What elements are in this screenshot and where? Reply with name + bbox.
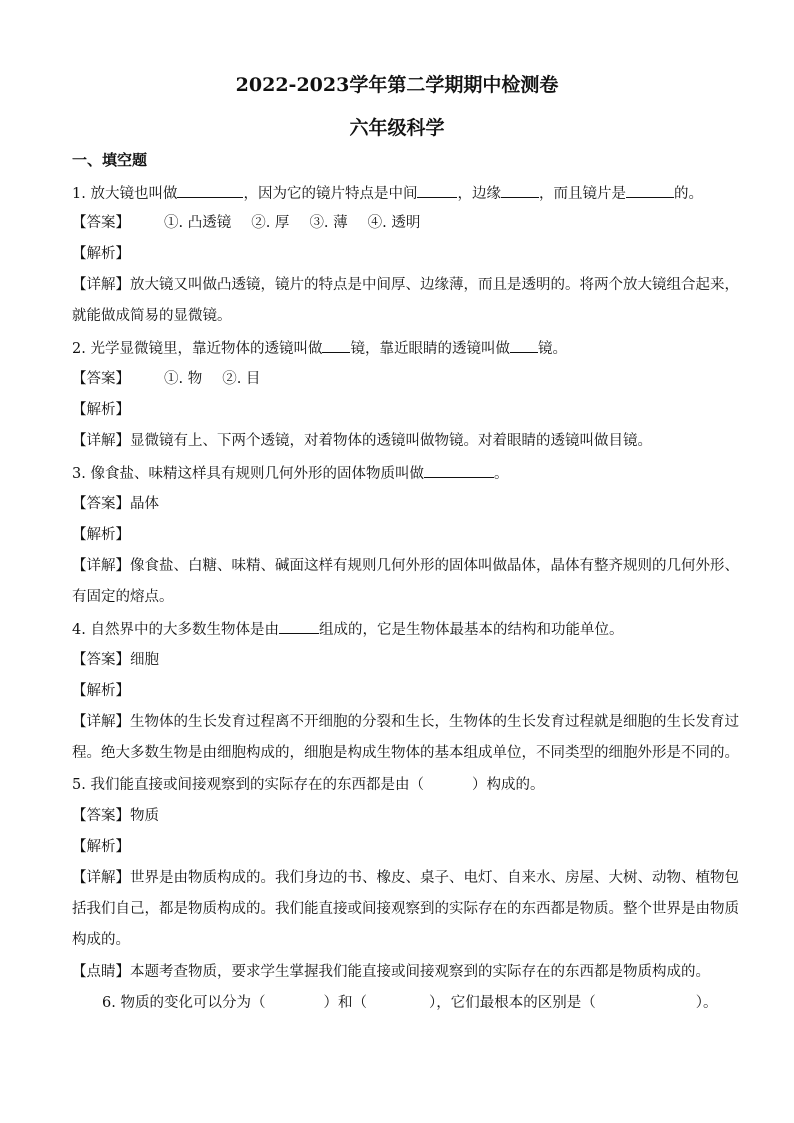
answer-blank[interactable]: [322, 338, 350, 353]
answer-item: ①. 物: [164, 371, 203, 387]
answer-blank[interactable]: [510, 338, 538, 353]
answer-row: 【答案】晶体: [72, 496, 159, 512]
question-4: 4. 自然界中的大多数生物体是由 组成的，它是生物体最基本的结构和功能单位。: [72, 619, 722, 640]
answer-blank[interactable]: [279, 619, 319, 634]
answer-item: ①. 凸透镜: [164, 215, 232, 231]
answer-item: 晶体: [130, 496, 159, 512]
answer-item: ②. 目: [222, 371, 261, 387]
answer-tag: 【答案】: [72, 215, 130, 231]
answer-item: ③. 薄: [309, 215, 348, 231]
answer-blank[interactable]: [424, 463, 494, 478]
analysis-tag: 【解析】: [72, 683, 130, 699]
detail-text: 构成的。: [72, 932, 130, 948]
exam-subtitle: 六年级科学: [349, 117, 445, 139]
detail-text: 【详解】显微镜有上、下两个透镜，对着物体的透镜叫做物镜。对着眼睛的透镜叫做目镜。: [72, 433, 652, 449]
analysis-tag: 【解析】: [72, 839, 130, 855]
answer-item: ②. 厚: [251, 215, 290, 231]
detail-text: 【详解】放大镜又叫做凸透镜，镜片的特点是中间厚、边缘薄，而且是透明的。将两个放大镜组合起来，: [72, 277, 739, 293]
question-1: 1. 放大镜也叫做 ，因为它的镜片特点是中间 ，边缘 ，而且镜片是 的。: [72, 183, 722, 204]
answer-item: ④. 透明: [367, 215, 421, 231]
answer-row: 【答案】细胞: [72, 652, 159, 668]
answer-row: [72, 213, 722, 233]
answer-blank[interactable]: [626, 183, 674, 198]
exam-title: 2022-2023学年第二学期期中检测卷: [235, 74, 559, 96]
answer-blank[interactable]: [177, 183, 243, 198]
comment-text: 【点睛】本题考查物质，要求学生掌握我们能直接或间接观察到的实际存在的东西都是物质构成的。: [72, 964, 710, 980]
question-3: 3. 像食盐、味精这样具有规则几何外形的固体物质叫做 。: [72, 463, 722, 484]
detail-text: 【详解】世界是由物质构成的。我们身边的书、橡皮、桌子、电灯、自来水、房屋、大树、动物、植物包: [72, 870, 739, 886]
answer-row: 【答案】 ①. 物 ②. 目: [72, 371, 261, 387]
section-heading: 一、填空题: [72, 151, 148, 169]
answer-row: 【答案】物质: [72, 808, 159, 824]
answer-blank[interactable]: [417, 183, 457, 198]
detail-text: 程。绝大多数生物是由细胞构成的，细胞是构成生物体的基本组成单位，不同类型的细胞外形是不同的。: [72, 745, 739, 761]
answer-item: 细胞: [130, 652, 159, 668]
analysis-tag: 【解析】: [72, 402, 130, 418]
analysis-tag: 【解析】: [72, 246, 130, 262]
question-6: 6. 物质的变化可以分为（ ）和（ ），它们最根本的区别是（ ）。: [102, 995, 718, 1011]
detail-text: 就能做成简易的显微镜。: [72, 308, 232, 324]
detail-text: 有固定的熔点。: [72, 589, 174, 605]
answer-blank[interactable]: [501, 183, 539, 198]
detail-text: 括我们自己，都是物质构成的。我们能直接或间接观察到的实际存在的东西都是物质。整个世界是由物质: [72, 901, 739, 917]
answer-item: 物质: [130, 808, 159, 824]
detail-text: 【详解】像食盐、白糖、味精、碱面这样有规则几何外形的固体叫做晶体，晶体有整齐规则的几何外形、: [72, 558, 739, 574]
question-5: 5. 我们能直接或间接观察到的实际存在的东西都是由（ ）构成的。: [72, 777, 545, 793]
analysis-tag: 【解析】: [72, 527, 130, 543]
question-2: 2. 光学显微镜里，靠近物体的透镜叫做 镜，靠近眼睛的透镜叫做 镜。: [72, 338, 722, 359]
detail-text: 【详解】生物体的生长发育过程离不开细胞的分裂和生长，生物体的生长发育过程就是细胞的生长发育过: [72, 714, 739, 730]
